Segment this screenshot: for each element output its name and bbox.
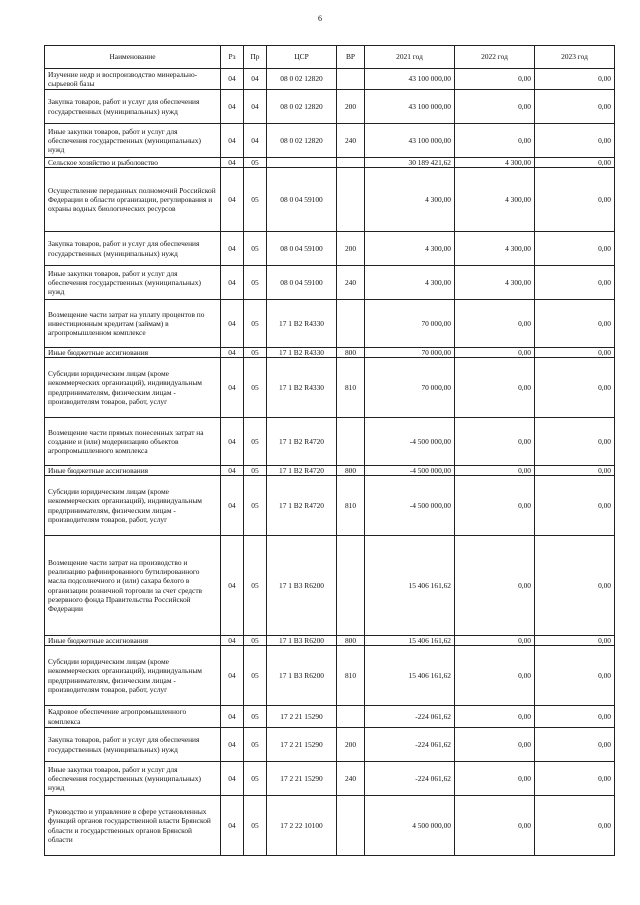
cell-2023: 0,00 <box>535 706 615 728</box>
cell-2023: 0,00 <box>535 69 615 90</box>
cell-vr: 810 <box>337 358 365 418</box>
cell-name: Иные бюджетные ассигнования <box>45 348 221 358</box>
cell-name: Субсидии юридическим лицам (кроме некоммерческих организаций), индивидуальным предпринимателям, физическим лицам - производителям товаров, работ, услуг <box>45 646 221 706</box>
cell-pr: 04 <box>244 69 267 90</box>
cell-2022: 0,00 <box>455 762 535 796</box>
cell-pr: 04 <box>244 124 267 158</box>
cell-pr: 05 <box>244 796 267 856</box>
page-number: 6 <box>318 14 322 23</box>
cell-csr: 08 0 04 59100 <box>267 266 337 300</box>
cell-vr: 810 <box>337 646 365 706</box>
cell-2022: 0,00 <box>455 124 535 158</box>
cell-2023: 0,00 <box>535 728 615 762</box>
cell-2022: 0,00 <box>455 90 535 124</box>
cell-pr: 05 <box>244 358 267 418</box>
cell-2021: 4 300,00 <box>365 168 455 232</box>
cell-rz: 04 <box>221 69 244 90</box>
cell-2022: 0,00 <box>455 796 535 856</box>
cell-vr: 810 <box>337 476 365 536</box>
cell-2023: 0,00 <box>535 796 615 856</box>
cell-2021: -224 061,62 <box>365 762 455 796</box>
cell-csr: 08 0 04 59100 <box>267 232 337 266</box>
cell-2023: 0,00 <box>535 124 615 158</box>
cell-2022: 0,00 <box>455 69 535 90</box>
cell-2021: 4 300,00 <box>365 266 455 300</box>
cell-csr: 17 2 21 15290 <box>267 728 337 762</box>
cell-name: Закупка товаров, работ и услуг для обеспечения государственных (муниципальных) нужд <box>45 232 221 266</box>
cell-rz: 04 <box>221 536 244 636</box>
cell-rz: 04 <box>221 348 244 358</box>
cell-vr: 800 <box>337 636 365 646</box>
cell-vr <box>337 158 365 168</box>
cell-name: Кадровое обеспечение агропромышленного комплекса <box>45 706 221 728</box>
cell-2023: 0,00 <box>535 646 615 706</box>
col-header-csr: ЦСР <box>267 46 337 69</box>
cell-csr <box>267 158 337 168</box>
cell-name: Осуществление переданных полномочий Российской Федерации в области организации, регулирования и охраны водных биологических ресурсов <box>45 168 221 232</box>
cell-2021: -4 500 000,00 <box>365 418 455 466</box>
cell-vr <box>337 418 365 466</box>
cell-2021: -4 500 000,00 <box>365 466 455 476</box>
cell-name: Субсидии юридическим лицам (кроме некоммерческих организаций), индивидуальным предпринимателям, физическим лицам - производителям товаров, работ, услуг <box>45 358 221 418</box>
cell-vr <box>337 69 365 90</box>
cell-vr: 240 <box>337 266 365 300</box>
cell-2022: 0,00 <box>455 300 535 348</box>
cell-2021: 43 100 000,00 <box>365 124 455 158</box>
col-header-rz: Рз <box>221 46 244 69</box>
cell-pr: 05 <box>244 348 267 358</box>
cell-pr: 05 <box>244 536 267 636</box>
cell-name: Изучение недр и воспроизводство минерально-сырьевой базы <box>45 69 221 90</box>
cell-csr: 17 2 21 15290 <box>267 762 337 796</box>
cell-name: Иные закупки товаров, работ и услуг для обеспечения государственных (муниципальных) нужд <box>45 266 221 300</box>
cell-pr: 05 <box>244 636 267 646</box>
cell-2021: 70 000,00 <box>365 348 455 358</box>
cell-vr: 200 <box>337 728 365 762</box>
cell-rz: 04 <box>221 476 244 536</box>
cell-csr: 17 1 B3 R6200 <box>267 536 337 636</box>
col-header-2022: 2022 год <box>455 46 535 69</box>
cell-vr: 200 <box>337 232 365 266</box>
cell-csr: 08 0 02 12820 <box>267 124 337 158</box>
cell-2021: -224 061,62 <box>365 728 455 762</box>
cell-2021: 4 500 000,00 <box>365 796 455 856</box>
cell-csr: 17 1 B3 R6200 <box>267 636 337 646</box>
cell-2023: 0,00 <box>535 232 615 266</box>
cell-rz: 04 <box>221 706 244 728</box>
cell-rz: 04 <box>221 358 244 418</box>
cell-2021: 43 100 000,00 <box>365 69 455 90</box>
cell-vr <box>337 796 365 856</box>
cell-2022: 0,00 <box>455 728 535 762</box>
cell-vr: 800 <box>337 348 365 358</box>
cell-rz: 04 <box>221 90 244 124</box>
cell-rz: 04 <box>221 158 244 168</box>
cell-2023: 0,00 <box>535 636 615 646</box>
cell-pr: 05 <box>244 706 267 728</box>
cell-rz: 04 <box>221 466 244 476</box>
cell-rz: 04 <box>221 266 244 300</box>
cell-pr: 05 <box>244 762 267 796</box>
cell-2022: 0,00 <box>455 636 535 646</box>
cell-2021: 70 000,00 <box>365 300 455 348</box>
cell-2023: 0,00 <box>535 762 615 796</box>
cell-csr: 17 1 B2 R4720 <box>267 476 337 536</box>
cell-pr: 05 <box>244 232 267 266</box>
cell-2022: 0,00 <box>455 348 535 358</box>
col-header-2023: 2023 год <box>535 46 615 69</box>
cell-2023: 0,00 <box>535 158 615 168</box>
cell-2023: 0,00 <box>535 168 615 232</box>
cell-2022: 4 300,00 <box>455 158 535 168</box>
cell-rz: 04 <box>221 232 244 266</box>
cell-vr: 240 <box>337 124 365 158</box>
cell-2022: 0,00 <box>455 466 535 476</box>
cell-vr <box>337 168 365 232</box>
cell-csr: 17 2 21 15290 <box>267 706 337 728</box>
cell-2022: 0,00 <box>455 476 535 536</box>
cell-csr: 17 1 B2 R4330 <box>267 358 337 418</box>
cell-vr: 800 <box>337 466 365 476</box>
cell-2023: 0,00 <box>535 266 615 300</box>
cell-csr: 17 1 B2 R4330 <box>267 348 337 358</box>
cell-csr: 17 1 B2 R4720 <box>267 418 337 466</box>
cell-pr: 05 <box>244 418 267 466</box>
col-header-vr: ВР <box>337 46 365 69</box>
cell-vr <box>337 300 365 348</box>
cell-vr <box>337 536 365 636</box>
cell-vr: 240 <box>337 762 365 796</box>
cell-2023: 0,00 <box>535 466 615 476</box>
cell-rz: 04 <box>221 168 244 232</box>
cell-csr: 17 1 B2 R4330 <box>267 300 337 348</box>
cell-2022: 0,00 <box>455 706 535 728</box>
cell-2023: 0,00 <box>535 300 615 348</box>
cell-csr: 17 1 B3 R6200 <box>267 646 337 706</box>
cell-name: Иные закупки товаров, работ и услуг для обеспечения государственных (муниципальных) нужд <box>45 762 221 796</box>
cell-2022: 0,00 <box>455 358 535 418</box>
cell-name: Сельское хозяйство и рыболовство <box>45 158 221 168</box>
budget-table <box>44 45 615 856</box>
cell-2023: 0,00 <box>535 536 615 636</box>
cell-2021: 15 406 161,62 <box>365 636 455 646</box>
cell-rz: 04 <box>221 796 244 856</box>
cell-pr: 05 <box>244 476 267 536</box>
col-header-pr: Пр <box>244 46 267 69</box>
cell-name: Возмещение части прямых понесенных затрат на создание и (или) модернизацию объектов агропромышленного комплекса <box>45 418 221 466</box>
cell-2023: 0,00 <box>535 358 615 418</box>
cell-name: Иные бюджетные ассигнования <box>45 636 221 646</box>
cell-2021: 15 406 161,62 <box>365 646 455 706</box>
col-header-2021: 2021 год <box>365 46 455 69</box>
cell-2022: 4 300,00 <box>455 266 535 300</box>
cell-pr: 05 <box>244 300 267 348</box>
cell-2022: 0,00 <box>455 536 535 636</box>
cell-2023: 0,00 <box>535 476 615 536</box>
cell-csr: 17 1 B2 R4720 <box>267 466 337 476</box>
cell-2022: 0,00 <box>455 646 535 706</box>
cell-2021: 43 100 000,00 <box>365 90 455 124</box>
cell-csr: 08 0 02 12820 <box>267 69 337 90</box>
cell-2022: 4 300,00 <box>455 168 535 232</box>
cell-vr: 200 <box>337 90 365 124</box>
cell-name: Возмещение части затрат на уплату процентов по инвестиционным кредитам (займам) в агропромышленном комплексе <box>45 300 221 348</box>
cell-2021: 15 406 161,62 <box>365 536 455 636</box>
cell-csr: 08 0 04 59100 <box>267 168 337 232</box>
cell-name: Возмещение части затрат на производство и реализацию рафинированного бутилированного масла подсолнечного и (или) сахара белого в организации розничной торговли за счет средств резервного фонда Правительства Российской Федерации <box>45 536 221 636</box>
cell-pr: 05 <box>244 646 267 706</box>
cell-name: Иные бюджетные ассигнования <box>45 466 221 476</box>
cell-pr: 05 <box>244 466 267 476</box>
cell-2023: 0,00 <box>535 418 615 466</box>
cell-2021: -4 500 000,00 <box>365 476 455 536</box>
cell-2023: 0,00 <box>535 348 615 358</box>
cell-pr: 05 <box>244 266 267 300</box>
col-header-name: Наименование <box>45 46 221 69</box>
cell-pr: 05 <box>244 158 267 168</box>
cell-rz: 04 <box>221 762 244 796</box>
cell-2022: 4 300,00 <box>455 232 535 266</box>
cell-csr: 08 0 02 12820 <box>267 90 337 124</box>
cell-rz: 04 <box>221 646 244 706</box>
cell-vr <box>337 706 365 728</box>
cell-rz: 04 <box>221 636 244 646</box>
cell-rz: 04 <box>221 728 244 762</box>
cell-name: Иные закупки товаров, работ и услуг для обеспечения государственных (муниципальных) нужд <box>45 124 221 158</box>
cell-2021: 4 300,00 <box>365 232 455 266</box>
cell-name: Закупка товаров, работ и услуг для обеспечения государственных (муниципальных) нужд <box>45 90 221 124</box>
cell-pr: 05 <box>244 168 267 232</box>
cell-rz: 04 <box>221 418 244 466</box>
cell-pr: 04 <box>244 90 267 124</box>
cell-name: Субсидии юридическим лицам (кроме некоммерческих организаций), индивидуальным предпринимателям, физическим лицам - производителям товаров, работ, услуг <box>45 476 221 536</box>
cell-rz: 04 <box>221 300 244 348</box>
cell-2022: 0,00 <box>455 418 535 466</box>
cell-2023: 0,00 <box>535 90 615 124</box>
cell-2021: 70 000,00 <box>365 358 455 418</box>
cell-pr: 05 <box>244 728 267 762</box>
cell-name: Закупка товаров, работ и услуг для обеспечения государственных (муниципальных) нужд <box>45 728 221 762</box>
cell-csr: 17 2 22 10100 <box>267 796 337 856</box>
cell-2021: -224 061,62 <box>365 706 455 728</box>
cell-2021: 30 189 421,62 <box>365 158 455 168</box>
cell-rz: 04 <box>221 124 244 158</box>
cell-name: Руководство и управление в сфере установленных функций органов государственной власти Брянской области и государственных органов Брянской области <box>45 796 221 856</box>
table-header-row <box>45 46 615 69</box>
